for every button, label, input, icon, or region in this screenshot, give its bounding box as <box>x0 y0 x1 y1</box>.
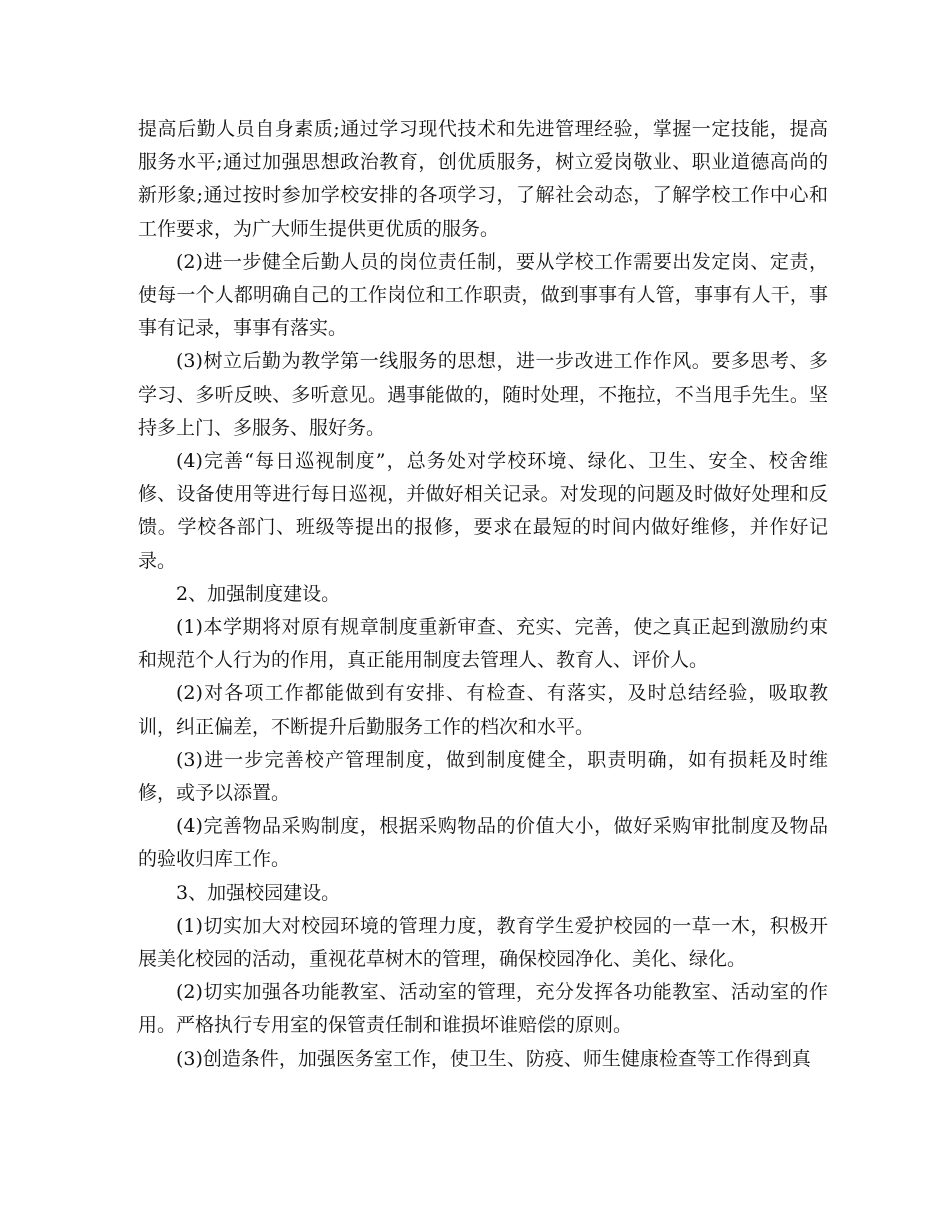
document-body <box>138 113 828 1076</box>
paragraph: (2)进一步健全后勤人员的岗位责任制，要从学校工作需要出发定岗、定责，使每一个人都明确自己的工作岗位和工作职责，做到事事有人管，事事有人干，事事有记录，事事有落实。 <box>138 250 828 340</box>
paragraph: (4)完善物品采购制度，根据采购物品的价值大小，做好采购审批制度及物品的验收归库工作。 <box>138 815 828 871</box>
paragraph: (3)创造条件，加强医务室工作，使卫生、防疫、师生健康检查等工作得到真 <box>176 1047 811 1070</box>
paragraph: (4)完善“每日巡视制度”，总务处对学校环境、绿化、卫生、安全、校舍维修、设备使用等进行每日巡视，并做好相关记录。对发现的问题及时做好处理和反馈。学校各部门、班级等提出的报修，要求在最短的时间内做好维修，并作好记录。 <box>138 450 828 572</box>
paragraph: (2)切实加强各功能教室、活动室的管理，充分发挥各功能教室、活动室的作用。严格执行专用室的保管责任制和谁损坏谁赔偿的原则。 <box>138 981 828 1037</box>
paragraph: (3)树立后勤为教学第一线服务的思想，进一步改进工作作风。要多思考、多学习、多听反映、多听意见。遇事能做的，随时处理，不拖拉，不当甩手先生。坚持多上门、多服务、服好务。 <box>138 350 828 439</box>
paragraph: 提高后勤人员自身素质;通过学习现代技术和先进管理经验，掌握一定技能，提高服务水平;通过加强思想政治教育，创优质服务，树立爱岗敬业、职业道德高尚的新形象;通过按时参加学校安排的各项学习，了解社会动态，了解学校工作中心和工作要求，为广大师生提供更优质的服务。 <box>138 118 828 240</box>
paragraph: (1)本学期将对原有规章制度重新审查、充实、完善，使之真正起到激励约束和规范个人行为的作用，真正能用制度去管理人、教育人、评价人。 <box>138 616 828 672</box>
paragraph: (3)进一步完善校产管理制度，做到制度健全，职责明确，如有损耗及时维修，或予以添置。 <box>138 748 828 805</box>
paragraph: (2)对各项工作都能做到有安排、有检查、有落实，及时总结经验，吸取教训，纠正偏差，不断提升后勤服务工作的档次和水平。 <box>138 682 828 738</box>
section-heading: 2、加强制度建设。 <box>176 582 341 605</box>
section-heading: 3、加强校园建设。 <box>176 881 341 904</box>
paragraph: (1)切实加大对校园环境的管理力度，教育学生爱护校园的一草一木，积极开展美化校园的活动，重视花草树木的管理，确保校园净化、美化、绿化。 <box>138 914 828 971</box>
